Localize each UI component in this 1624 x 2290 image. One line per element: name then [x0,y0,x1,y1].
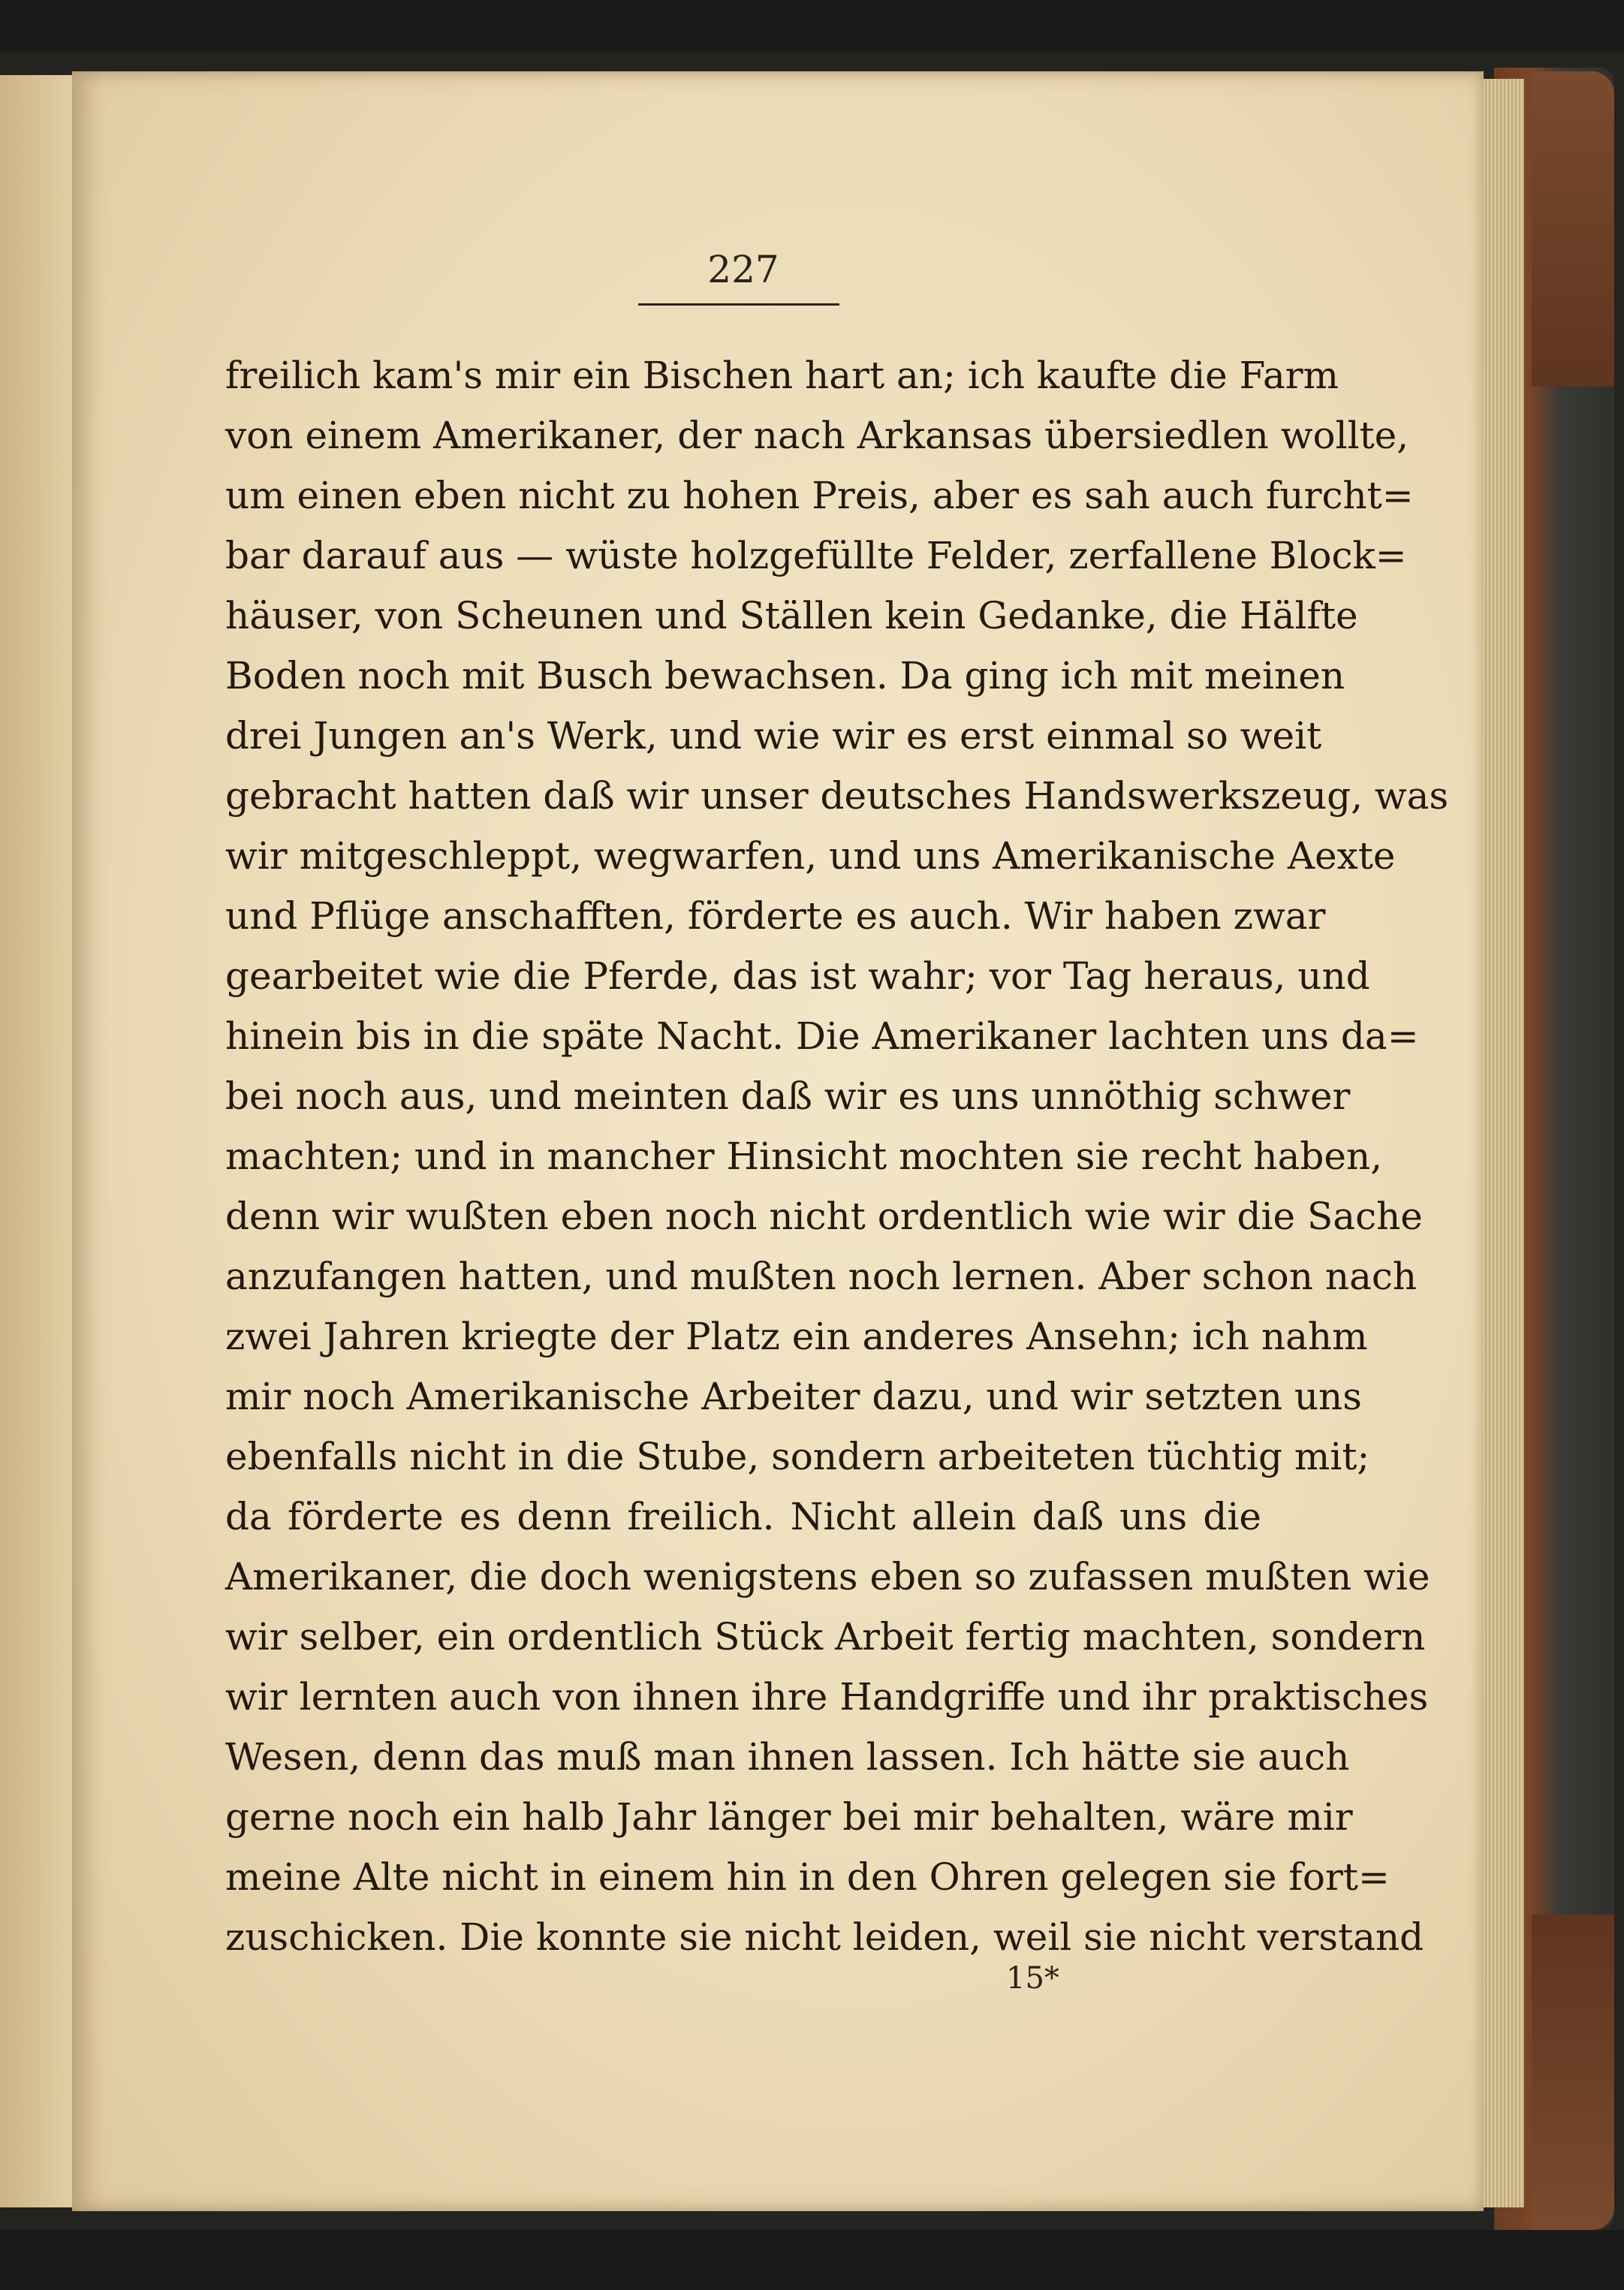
text-line: gearbeitet wie die Pferde, das ist wahr; vor Tag heraus, und [225,954,1370,998]
text-line: wir selber, ein ordentlich Stück Arbeit fertig machten, sondern [225,1615,1426,1659]
page-number: 227 [707,248,779,291]
text-line: Wesen, denn das muß man ihnen lassen. Ich hätte sie auch [225,1735,1350,1779]
text-line: um einen eben nicht zu hohen Preis, aber es sah auch furcht= [225,474,1414,517]
text-line: Boden noch mit Busch bewachsen. Da ging ich mit meinen [225,654,1345,698]
text-line: häuser, von Scheunen und Ställen kein Gedanke, die Hälfte [225,594,1358,637]
text-line: meine Alte nicht in einem hin in den Ohren gelegen sie fort= [225,1855,1390,1899]
header-rule [638,303,839,306]
text-line: gerne noch ein halb Jahr länger bei mir behalten, wäre mir [225,1795,1353,1839]
signature-mark: 15* [1006,1961,1059,1996]
cover-leather-corner-bottom [1532,1915,1614,2230]
text-line: von einem Amerikaner, der nach Arkansas übersiedlen wollte, [225,414,1409,457]
text-line: bar darauf aus — wüste holzgefüllte Felder, zerfallene Block= [225,534,1407,577]
text-line: wir lernten auch von ihnen ihre Handgriffe und ihr praktisches [225,1675,1429,1719]
text-line: da förderte es denn freilich. Nicht allein daß uns die [225,1495,1261,1538]
text-line: machten; und in mancher Hinsicht mochten sie recht haben, [225,1134,1383,1178]
text-line: hinein bis in die späte Nacht. Die Amerikaner lachten uns da= [225,1014,1419,1058]
text-line: denn wir wußten eben noch nicht ordentlich wie wir die Sache [225,1195,1423,1238]
text-line: mir noch Amerikanische Arbeiter dazu, und wir setzten uns [225,1375,1362,1418]
text-line: gebracht hatten daß wir unser deutsches Handswerkszeug, was [225,774,1449,818]
text-line: zuschicken. Die konnte sie nicht leiden, weil sie nicht verstand [225,1915,1424,1959]
facing-page-edge [0,75,75,2207]
text-line: wir mitgeschleppt, wegwarfen, und uns Amerikanische Aexte [225,834,1396,878]
text-line: und Pflüge anschafften, förderte es auch. Wir haben zwar [225,894,1326,938]
text-line: freilich kam's mir ein Bischen hart an; ich kaufte die Farm [225,354,1339,397]
text-line: ebenfalls nicht in die Stube, sondern arbeiteten tüchtig mit; [225,1435,1370,1478]
cover-leather-corner-top [1532,71,1614,387]
text-line: Amerikaner, die doch wenigstens eben so zufassen mußten wie [225,1555,1430,1598]
text-line: drei Jungen an's Werk, und wie wir es erst einmal so weit [225,714,1322,758]
body-text [225,345,1449,1967]
text-line: zwei Jahren kriegte der Platz ein anderes Ansehn; ich nahm [225,1315,1368,1358]
text-line: anzufangen hatten, und mußten noch lernen. Aber schon nach [225,1255,1418,1298]
text-line: bei noch aus, und meinten daß wir es uns unnöthig schwer [225,1074,1351,1118]
